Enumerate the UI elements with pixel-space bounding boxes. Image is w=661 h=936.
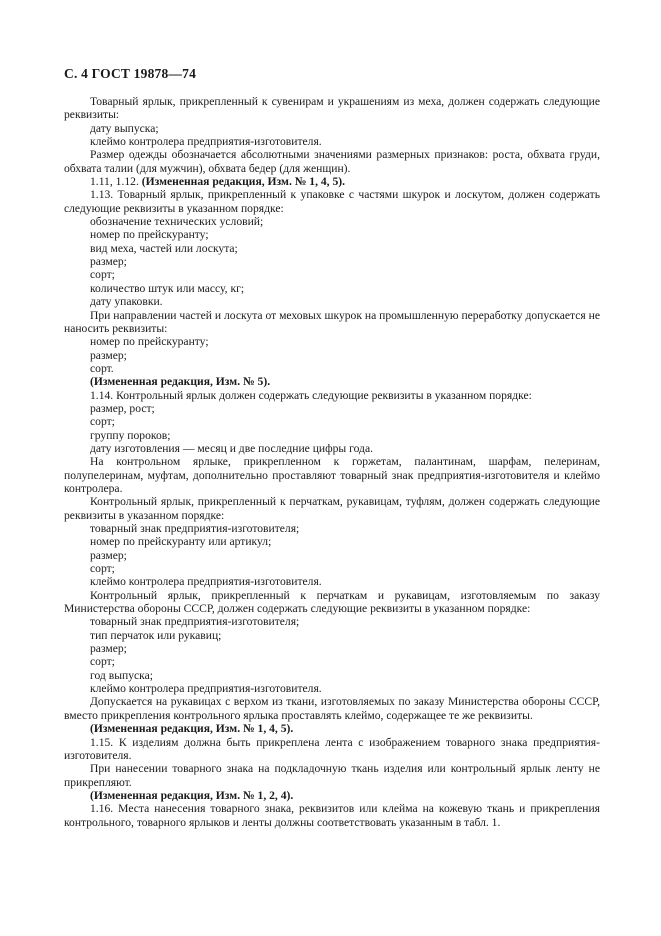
paragraph (64, 402, 600, 415)
paragraph-text: клеймо контролера предприятия-изготовителя. (90, 575, 322, 589)
paragraph (64, 95, 600, 122)
paragraph-text: размер; (90, 255, 127, 269)
paragraph (64, 615, 600, 628)
paragraph (64, 535, 600, 548)
paragraph (64, 282, 600, 295)
paragraph (64, 135, 600, 148)
paragraph (64, 415, 600, 428)
amendment-note: (Измененная редакция, Изм. № 1, 2, 4). (90, 788, 294, 802)
paragraph (64, 722, 600, 735)
paragraph-text: сорт; (90, 268, 115, 282)
paragraph-text: 1.13. Товарный ярлык, прикрепленный к упаковке с частями шкурок и лоскутом, должен содержать следующие реквизиты в указанном порядке: (64, 188, 600, 215)
paragraph-text: сорт. (90, 361, 114, 375)
paragraph (64, 148, 600, 175)
paragraph (64, 255, 600, 268)
page-header: С. 4 ГОСТ 19878—74 (64, 66, 197, 81)
paragraph (64, 242, 600, 255)
paragraph-text: дату выпуска; (90, 121, 159, 135)
paragraph (64, 122, 600, 135)
paragraph-text: При направлении частей и лоскута от меховых шкурок на промышленную переработку допускается не наносить реквизиты: (64, 308, 600, 335)
paragraph (64, 295, 600, 308)
paragraph-text: размер, рост; (90, 401, 155, 415)
paragraph (64, 268, 600, 281)
paragraph-text: Контрольный ярлык, прикрепленный к перчаткам, рукавицам, туфлям, должен содержать следующие реквизиты в указанном порядке: (64, 495, 600, 522)
paragraph (64, 789, 600, 802)
paragraph (64, 442, 600, 455)
paragraph (64, 375, 600, 388)
paragraph-text: Допускается на рукавицах с верхом из ткани, изготовляемых по заказу Министерства обороны СССР, вместо прикрепления контрольного ярлыка проставлять клеймо, содержащее те же реквизиты. (64, 695, 600, 722)
paragraph-text: Размер одежды обозначается абсолютными значениями размерных признаков: роста, обхвата груди, обхвата талии (для мужчин), обхвата бедер (для женщин). (64, 148, 600, 175)
paragraph (64, 589, 600, 616)
paragraph-text: клеймо контролера предприятия-изготовителя. (90, 135, 322, 149)
paragraph (64, 455, 600, 495)
paragraph-text: 1.14. Контрольный ярлык должен содержать следующие реквизиты в указанном порядке: (90, 388, 532, 402)
paragraph (64, 762, 600, 789)
paragraph-text: количество штук или массу, кг; (90, 281, 245, 295)
paragraph (64, 802, 600, 829)
paragraph (64, 335, 600, 348)
paragraph-text: сорт; (90, 415, 115, 429)
amendment-note: (Измененная редакция, Изм. № 1, 4, 5). (90, 722, 294, 736)
document-body (64, 95, 600, 829)
paragraph (64, 642, 600, 655)
paragraph-text: товарный знак предприятия-изготовителя; (90, 522, 300, 535)
paragraph-text: дату упаковки. (90, 295, 163, 309)
paragraph (64, 562, 600, 575)
paragraph-text: сорт; (90, 655, 115, 669)
paragraph (64, 655, 600, 668)
paragraph-text: 1.16. Места нанесения товарного знака, реквизитов или клейма на кожевую ткань и прикрепления контрольного, товарного ярлыков и ленты должны соответствовать указанным в табл. 1. (64, 802, 600, 829)
paragraph (64, 495, 600, 522)
paragraph (64, 549, 600, 562)
paragraph-text: размер; (90, 642, 127, 656)
amendment-note: (Измененная редакция, Изм. № 5). (90, 375, 271, 389)
amendment-note: (Измененная редакция, Изм. № 1, 4, 5). (141, 175, 346, 189)
paragraph-text: Контрольный ярлык, прикрепленный к перчаткам и рукавицам, изготовляемым по заказу Министерства обороны СССР, должен содержать следующие реквизиты в указанном порядке: (64, 588, 600, 616)
paragraph-text: группу пороков; (90, 428, 171, 442)
paragraph-text: размер; (90, 548, 127, 562)
paragraph-number: 1.11, 1.12. (90, 175, 142, 189)
paragraph (64, 695, 600, 722)
paragraph-text: вид меха, частей или лоскута; (90, 241, 238, 255)
paragraph (64, 215, 600, 228)
paragraph-text: номер по прейскуранту; (90, 335, 209, 349)
paragraph-text: товарный знак предприятия-изготовителя; (90, 615, 300, 629)
paragraph-text: номер по прейскуранту или артикул; (90, 535, 272, 549)
paragraph (64, 389, 600, 402)
paragraph (64, 175, 600, 188)
paragraph (64, 682, 600, 695)
paragraph-text: номер по прейскуранту; (90, 228, 209, 242)
paragraph-text: дату изготовления — месяц и две последние цифры года. (90, 441, 373, 455)
paragraph (64, 629, 600, 642)
paragraph (64, 349, 600, 362)
paragraph (64, 188, 600, 215)
paragraph-text: 1.15. К изделиям должна быть прикреплена лента с изображением товарного знака предприятия-изготовителя. (64, 735, 600, 762)
paragraph-text: тип перчаток или рукавиц; (90, 628, 222, 642)
paragraph (64, 669, 600, 682)
paragraph (64, 522, 600, 535)
paragraph (64, 362, 600, 375)
paragraph-text: клеймо контролера предприятия-изготовителя. (90, 682, 322, 696)
paragraph-text: год выпуска; (90, 668, 153, 682)
paragraph-text: обозначение технических условий; (90, 215, 264, 229)
paragraph (64, 575, 600, 588)
paragraph-text: На контрольном ярлыке, прикрепленном к горжетам, палантинам, шарфам, пелеринам, полупелеринам, муфтам, дополнительно проставляют товарный знак предприятия-изготовителя и клеймо контролера. (64, 455, 600, 495)
paragraph (64, 228, 600, 241)
paragraph-text: сорт; (90, 562, 115, 576)
paragraph (64, 736, 600, 763)
paragraph-text: Товарный ярлык, прикрепленный к сувенирам и украшениям из меха, должен содержать следующие реквизиты: (64, 95, 600, 122)
paragraph-text: размер; (90, 348, 127, 362)
paragraph (64, 309, 600, 336)
paragraph (64, 429, 600, 442)
paragraph-text: При нанесении товарного знака на подкладочную ткань изделия или контрольный ярлык ленту не прикрепляют. (64, 762, 600, 789)
